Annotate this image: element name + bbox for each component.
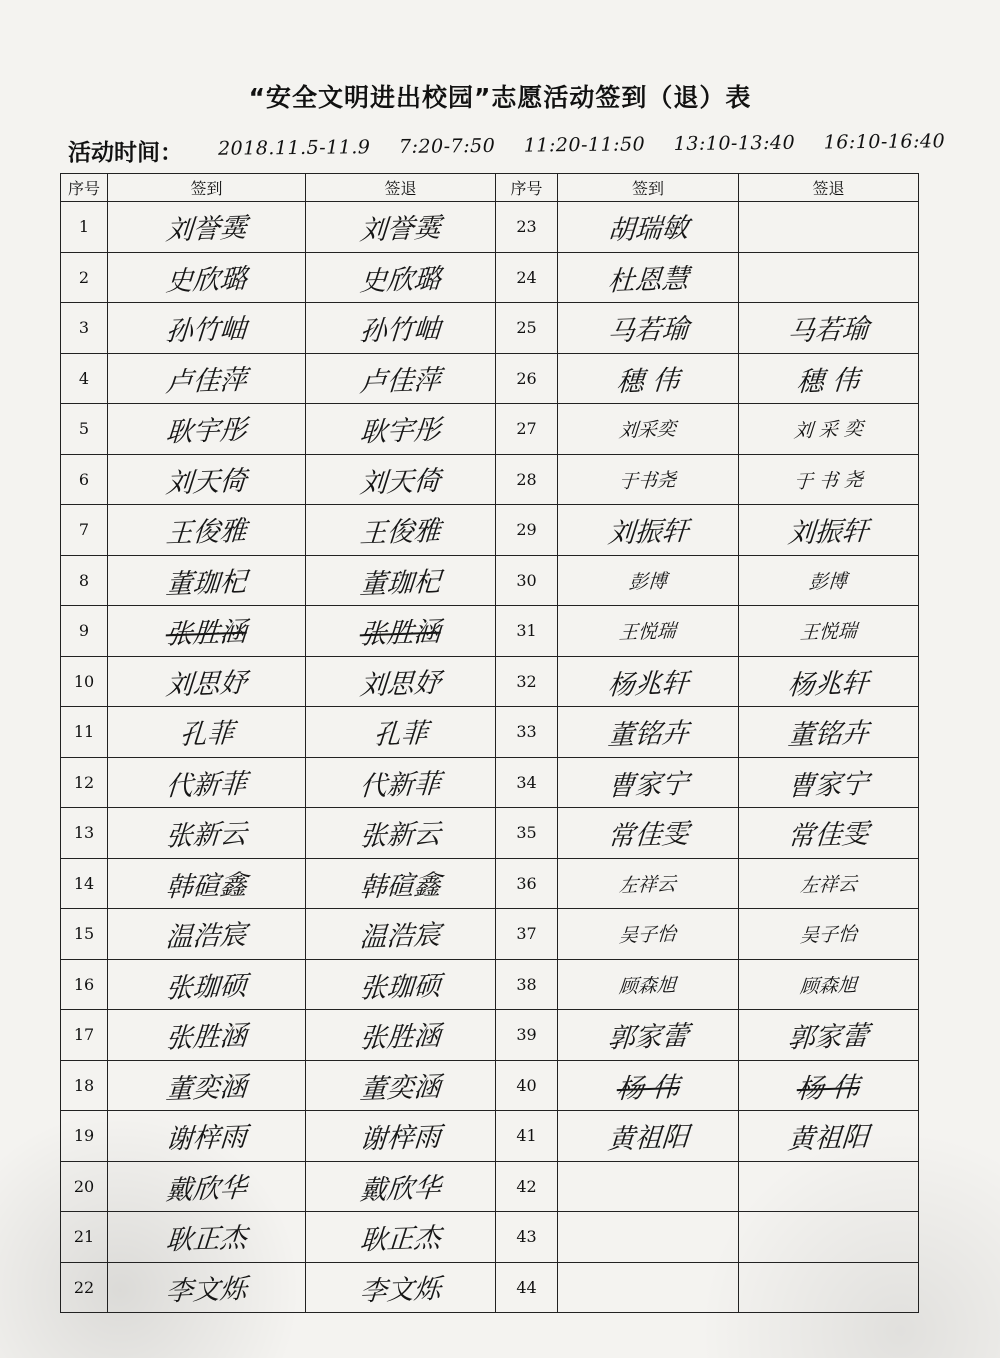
handwritten-name: 卢佳萍 xyxy=(164,364,248,399)
handwritten-name: 穗 伟 xyxy=(795,364,861,398)
row-number-left xyxy=(61,707,108,758)
signature-sign-out-right xyxy=(739,1060,919,1111)
row-number-right xyxy=(496,606,558,657)
row-number-text: 10 xyxy=(73,671,95,691)
handwritten-name: 刘采奕 xyxy=(618,418,678,443)
table-row xyxy=(61,656,919,707)
row-number-right xyxy=(496,1262,558,1313)
sign-in-table xyxy=(60,173,919,1313)
signature-sign-in-left xyxy=(108,1161,306,1212)
signature-sign-in-right xyxy=(558,1111,739,1162)
row-number-text: 6 xyxy=(78,469,90,489)
row-number-text: 27 xyxy=(516,419,537,439)
table-row xyxy=(61,202,919,253)
signature-sign-in-left xyxy=(108,757,306,808)
handwritten-name: 戴欣华 xyxy=(358,1172,442,1207)
handwritten-name: 马若瑜 xyxy=(786,313,870,348)
row-number-right xyxy=(496,404,558,455)
row-number-left xyxy=(61,757,108,808)
sheet-title: “安全文明进出校园”志愿活动签到（退）表 xyxy=(248,83,752,112)
signature-sign-out-left xyxy=(306,404,496,455)
row-number-right xyxy=(496,505,558,556)
row-number-text: 35 xyxy=(516,823,537,843)
signature-sign-in-left xyxy=(108,656,306,707)
row-number-left xyxy=(61,1111,108,1162)
table-row xyxy=(61,909,919,960)
handwritten-name: 左祥云 xyxy=(799,872,858,897)
table-row xyxy=(61,808,919,859)
handwritten-name: 刘誉霙 xyxy=(164,212,248,247)
handwritten-name: 黄祖阳 xyxy=(606,1121,690,1156)
signature-sign-in-left xyxy=(108,555,306,606)
signature-sign-out-right xyxy=(739,252,919,303)
signature-sign-in-right xyxy=(558,202,739,253)
handwritten-name: 王俊雅 xyxy=(164,515,248,550)
handwritten-name: 杨兆轩 xyxy=(786,667,870,702)
signature-sign-in-left xyxy=(108,353,306,404)
row-number-text: 8 xyxy=(78,570,90,590)
handwritten-name: 左祥云 xyxy=(618,872,678,897)
signature-sign-out-left xyxy=(306,707,496,758)
row-number-text: 22 xyxy=(73,1277,95,1297)
signature-sign-in-right xyxy=(558,454,739,505)
activity-time-row xyxy=(68,130,968,170)
row-number-right xyxy=(496,1060,558,1111)
handwritten-name: 戴欣华 xyxy=(164,1172,248,1207)
signature-sign-out-left xyxy=(306,656,496,707)
row-number-text: 32 xyxy=(516,671,537,691)
handwritten-name: 常佳雯 xyxy=(606,818,690,853)
row-number-left xyxy=(61,959,108,1010)
handwritten-name: 黄祖阳 xyxy=(786,1121,870,1156)
signature-sign-out-right xyxy=(739,909,919,960)
table-row xyxy=(61,1262,919,1313)
handwritten-name: 刘思妤 xyxy=(164,667,248,702)
signature-sign-in-right xyxy=(558,808,739,859)
handwritten-name: 王俊雅 xyxy=(358,515,442,550)
signature-sign-out-right xyxy=(739,1161,919,1212)
signature-sign-out-right xyxy=(739,858,919,909)
signature-sign-in-left xyxy=(108,1010,306,1061)
signature-sign-out-left xyxy=(306,808,496,859)
activity-time-label: 活动时间： xyxy=(68,140,183,166)
signature-sign-in-right xyxy=(558,303,739,354)
signature-sign-out-right xyxy=(739,959,919,1010)
row-number-left xyxy=(61,1010,108,1061)
handwritten-name: 张新云 xyxy=(164,818,248,853)
signature-sign-out-left xyxy=(306,353,496,404)
row-number-text: 2 xyxy=(78,267,90,287)
row-number-text: 33 xyxy=(516,722,537,742)
row-number-text: 14 xyxy=(73,873,95,893)
row-number-text: 44 xyxy=(516,1277,537,1297)
handwritten-name: 董铭卉 xyxy=(786,717,870,752)
signature-sign-in-right xyxy=(558,656,739,707)
row-number-left xyxy=(61,303,108,354)
handwritten-name: 郭家蕾 xyxy=(786,1020,870,1055)
signature-sign-out-right xyxy=(739,1212,919,1263)
row-number-left xyxy=(61,1161,108,1212)
handwritten-name: 杨 伟 xyxy=(795,1071,861,1105)
signature-sign-in-left xyxy=(108,252,306,303)
handwritten-name: 马若瑜 xyxy=(606,313,690,348)
signature-sign-in-left xyxy=(108,1060,306,1111)
table-row xyxy=(61,555,919,606)
signature-sign-in-left xyxy=(108,959,306,1010)
signature-sign-out-right xyxy=(739,707,919,758)
row-number-left xyxy=(61,1262,108,1313)
row-number-right xyxy=(496,555,558,606)
signature-sign-out-left xyxy=(306,606,496,657)
row-number-left xyxy=(61,454,108,505)
row-number-text: 37 xyxy=(516,924,537,944)
handwritten-name: 耿正杰 xyxy=(358,1222,442,1257)
row-number-text: 13 xyxy=(73,823,95,843)
row-number-right xyxy=(496,454,558,505)
table-row xyxy=(61,1161,919,1212)
header-right-sign-in: 签到 xyxy=(558,174,739,202)
signature-sign-in-left xyxy=(108,808,306,859)
handwritten-name: 耿正杰 xyxy=(164,1222,248,1257)
signature-sign-out-left xyxy=(306,1262,496,1313)
handwritten-name: 杜恩慧 xyxy=(606,263,690,298)
handwritten-name: 吴子怡 xyxy=(799,923,858,948)
handwritten-name: 孔菲 xyxy=(372,718,429,752)
handwritten-name: 史欣璐 xyxy=(164,263,248,298)
signature-sign-in-left xyxy=(108,404,306,455)
handwritten-name: 张胜涵 xyxy=(358,616,442,651)
activity-time-value: 2018.11.5-11.9 7:20-7:50 11:20-11:50 13:10-13:40 16:10-16:40 xyxy=(217,130,946,160)
signature-sign-in-right xyxy=(558,505,739,556)
handwritten-name: 顾森旭 xyxy=(618,973,678,998)
handwritten-name: 张珈硕 xyxy=(164,970,248,1005)
signature-sign-out-left xyxy=(306,1010,496,1061)
row-number-text: 42 xyxy=(516,1176,537,1196)
handwritten-name: 顾森旭 xyxy=(799,973,858,998)
handwritten-name: 史欣璐 xyxy=(358,263,442,298)
row-number-left xyxy=(61,909,108,960)
signature-sign-in-left xyxy=(108,202,306,253)
handwritten-name: 胡瑞敏 xyxy=(606,212,690,247)
table-row xyxy=(61,404,919,455)
handwritten-name: 代新菲 xyxy=(164,768,248,803)
signature-sign-out-right xyxy=(739,555,919,606)
row-number-right xyxy=(496,1010,558,1061)
signature-sign-out-right xyxy=(739,1010,919,1061)
row-number-right xyxy=(496,656,558,707)
handwritten-name: 韩碹鑫 xyxy=(164,869,248,904)
signature-sign-in-left xyxy=(108,707,306,758)
table-row xyxy=(61,959,919,1010)
signature-sign-out-left xyxy=(306,303,496,354)
signature-sign-out-right xyxy=(739,606,919,657)
row-number-right xyxy=(496,1111,558,1162)
signature-sign-out-right xyxy=(739,202,919,253)
row-number-left xyxy=(61,353,108,404)
row-number-left xyxy=(61,404,108,455)
signature-sign-in-left xyxy=(108,1111,306,1162)
row-number-text: 18 xyxy=(73,1075,95,1095)
row-number-text: 34 xyxy=(516,772,537,792)
handwritten-name: 彭博 xyxy=(628,570,668,594)
signature-sign-out-right xyxy=(739,1111,919,1162)
signature-sign-in-right xyxy=(558,555,739,606)
row-number-left xyxy=(61,252,108,303)
signature-sign-out-right xyxy=(739,808,919,859)
row-number-text: 16 xyxy=(73,974,95,994)
row-number-left xyxy=(61,656,108,707)
handwritten-name: 王悦瑞 xyxy=(618,620,678,645)
handwritten-name: 孙竹岫 xyxy=(164,313,248,348)
row-number-left xyxy=(61,505,108,556)
handwritten-name: 韩碹鑫 xyxy=(358,869,442,904)
handwritten-name: 卢佳萍 xyxy=(358,364,442,399)
handwritten-name: 李文烁 xyxy=(358,1273,442,1308)
table-row xyxy=(61,1111,919,1162)
signature-sign-in-right xyxy=(558,959,739,1010)
header-right-sign-out: 签退 xyxy=(739,174,919,202)
handwritten-name: 刘誉霙 xyxy=(358,212,442,247)
signature-sign-out-right xyxy=(739,656,919,707)
row-number-text: 36 xyxy=(516,873,537,893)
signature-sign-in-right xyxy=(558,252,739,303)
signature-sign-out-left xyxy=(306,909,496,960)
row-number-right xyxy=(496,202,558,253)
signature-sign-out-left xyxy=(306,1161,496,1212)
handwritten-name: 耿宇彤 xyxy=(164,414,248,449)
handwritten-name: 温浩宸 xyxy=(358,919,442,954)
table-body xyxy=(61,202,919,1313)
handwritten-name: 刘 采 奕 xyxy=(793,418,864,443)
handwritten-name: 刘思妤 xyxy=(358,667,442,702)
row-number-text: 38 xyxy=(516,974,537,994)
signature-sign-in-left xyxy=(108,1262,306,1313)
table-row xyxy=(61,303,919,354)
signature-sign-in-right xyxy=(558,1212,739,1263)
row-number-text: 39 xyxy=(516,1025,537,1045)
row-number-text: 29 xyxy=(516,520,537,540)
signature-sign-in-left xyxy=(108,858,306,909)
table-row xyxy=(61,1212,919,1263)
table-row xyxy=(61,757,919,808)
table-row xyxy=(61,606,919,657)
row-number-text: 28 xyxy=(516,469,537,489)
row-number-text: 3 xyxy=(78,318,90,338)
row-number-right xyxy=(496,303,558,354)
signature-sign-in-right xyxy=(558,404,739,455)
signature-sign-in-right xyxy=(558,1262,739,1313)
signature-sign-in-right xyxy=(558,909,739,960)
signature-sign-in-right xyxy=(558,707,739,758)
signature-sign-out-left xyxy=(306,252,496,303)
row-number-right xyxy=(496,959,558,1010)
handwritten-name: 彭博 xyxy=(808,570,849,594)
handwritten-name: 曹家宁 xyxy=(786,768,870,803)
signature-sign-in-left xyxy=(108,505,306,556)
signature-sign-out-left xyxy=(306,858,496,909)
row-number-right xyxy=(496,909,558,960)
row-number-text: 7 xyxy=(78,520,90,540)
row-number-text: 12 xyxy=(73,772,95,792)
table-row xyxy=(61,707,919,758)
row-number-right xyxy=(496,707,558,758)
handwritten-name: 杨兆轩 xyxy=(606,667,690,702)
handwritten-name: 曹家宁 xyxy=(606,768,690,803)
handwritten-name: 刘天倚 xyxy=(164,465,248,500)
row-number-left xyxy=(61,1060,108,1111)
row-number-left xyxy=(61,202,108,253)
handwritten-name: 代新菲 xyxy=(358,768,442,803)
row-number-text: 30 xyxy=(516,570,537,590)
table-header-row xyxy=(61,174,919,202)
signature-sign-out-right xyxy=(739,404,919,455)
signature-sign-out-left xyxy=(306,454,496,505)
handwritten-name: 董珈杞 xyxy=(358,566,442,601)
table-row xyxy=(61,1010,919,1061)
signature-sign-in-right xyxy=(558,858,739,909)
handwritten-name: 张胜涵 xyxy=(358,1020,442,1055)
handwritten-name: 张珈硕 xyxy=(358,970,442,1005)
signature-sign-in-right xyxy=(558,1060,739,1111)
row-number-right xyxy=(496,252,558,303)
table-row xyxy=(61,252,919,303)
signature-sign-out-left xyxy=(306,1212,496,1263)
handwritten-name: 郭家蕾 xyxy=(606,1020,690,1055)
signature-sign-out-right xyxy=(739,303,919,354)
signature-sign-in-right xyxy=(558,353,739,404)
handwritten-name: 穗 伟 xyxy=(615,364,681,398)
signature-sign-out-left xyxy=(306,1111,496,1162)
signature-sign-out-right xyxy=(739,353,919,404)
row-number-text: 1 xyxy=(78,217,90,237)
row-number-text: 5 xyxy=(78,419,90,439)
row-number-right xyxy=(496,858,558,909)
handwritten-name: 孔菲 xyxy=(178,718,235,752)
signature-sign-out-right xyxy=(739,505,919,556)
row-number-left xyxy=(61,858,108,909)
handwritten-name: 谢梓雨 xyxy=(164,1121,248,1156)
handwritten-name: 刘振轩 xyxy=(786,515,870,550)
table-row xyxy=(61,505,919,556)
row-number-left xyxy=(61,606,108,657)
row-number-text: 26 xyxy=(516,368,537,388)
row-number-text: 20 xyxy=(73,1176,95,1196)
signature-sign-in-left xyxy=(108,303,306,354)
signature-sign-in-right xyxy=(558,757,739,808)
row-number-text: 17 xyxy=(73,1025,95,1045)
row-number-right xyxy=(496,1212,558,1263)
signature-sign-in-left xyxy=(108,909,306,960)
handwritten-name: 张胜涵 xyxy=(164,616,248,651)
signature-sign-in-right xyxy=(558,606,739,657)
row-number-text: 9 xyxy=(78,621,90,641)
sign-in-table-wrapper xyxy=(60,173,918,1313)
handwritten-name: 董铭卉 xyxy=(606,717,690,752)
handwritten-name: 张胜涵 xyxy=(164,1020,248,1055)
handwritten-name: 孙竹岫 xyxy=(358,313,442,348)
signature-sign-in-left xyxy=(108,606,306,657)
handwritten-name: 董珈杞 xyxy=(164,566,248,601)
table-row xyxy=(61,1060,919,1111)
signature-sign-out-left xyxy=(306,1060,496,1111)
header-left-sign-in: 签到 xyxy=(108,174,306,202)
table-row xyxy=(61,454,919,505)
header-right-number: 序号 xyxy=(496,174,558,202)
signature-sign-in-left xyxy=(108,454,306,505)
handwritten-name: 温浩宸 xyxy=(164,919,248,954)
signature-sign-out-right xyxy=(739,454,919,505)
handwritten-name: 董奕涵 xyxy=(358,1071,442,1106)
handwritten-name: 王悦瑞 xyxy=(799,620,858,645)
row-number-text: 41 xyxy=(516,1126,537,1146)
table-row xyxy=(61,353,919,404)
handwritten-name: 耿宇彤 xyxy=(358,414,442,449)
header-left-sign-out: 签退 xyxy=(306,174,496,202)
handwritten-name: 刘振轩 xyxy=(606,515,690,550)
handwritten-name: 杨 伟 xyxy=(615,1071,681,1105)
row-number-left xyxy=(61,1212,108,1263)
row-number-right xyxy=(496,808,558,859)
signature-sign-in-right xyxy=(558,1010,739,1061)
row-number-text: 25 xyxy=(516,318,537,338)
row-number-left xyxy=(61,555,108,606)
signature-sign-in-right xyxy=(558,1161,739,1212)
handwritten-name: 刘天倚 xyxy=(358,465,442,500)
handwritten-name: 董奕涵 xyxy=(164,1071,248,1106)
row-number-right xyxy=(496,353,558,404)
row-number-text: 24 xyxy=(516,267,537,287)
signature-sign-out-right xyxy=(739,1262,919,1313)
row-number-right xyxy=(496,757,558,808)
signature-sign-out-left xyxy=(306,202,496,253)
row-number-text: 19 xyxy=(73,1126,95,1146)
signature-sign-out-right xyxy=(739,757,919,808)
row-number-text: 40 xyxy=(516,1075,537,1095)
table-row xyxy=(61,858,919,909)
row-number-left xyxy=(61,808,108,859)
row-number-text: 43 xyxy=(516,1227,537,1247)
signature-sign-out-left xyxy=(306,555,496,606)
handwritten-name: 李文烁 xyxy=(164,1273,248,1308)
handwritten-name: 常佳雯 xyxy=(786,818,870,853)
signature-sign-out-left xyxy=(306,757,496,808)
signature-sign-in-left xyxy=(108,1212,306,1263)
handwritten-name: 张新云 xyxy=(358,818,442,853)
row-number-text: 15 xyxy=(73,924,95,944)
signature-sign-out-left xyxy=(306,959,496,1010)
row-number-text: 11 xyxy=(73,722,95,742)
row-number-text: 4 xyxy=(78,368,90,388)
row-number-text: 23 xyxy=(516,217,537,237)
handwritten-name: 吴子怡 xyxy=(618,923,678,948)
handwritten-name: 谢梓雨 xyxy=(358,1121,442,1156)
signature-sign-out-left xyxy=(306,505,496,556)
handwritten-name: 于 书 尧 xyxy=(793,468,864,493)
row-number-text: 21 xyxy=(73,1227,95,1247)
header-left-number: 序号 xyxy=(61,174,108,202)
handwritten-name: 于书尧 xyxy=(618,468,678,493)
row-number-text: 31 xyxy=(516,621,537,641)
row-number-right xyxy=(496,1161,558,1212)
